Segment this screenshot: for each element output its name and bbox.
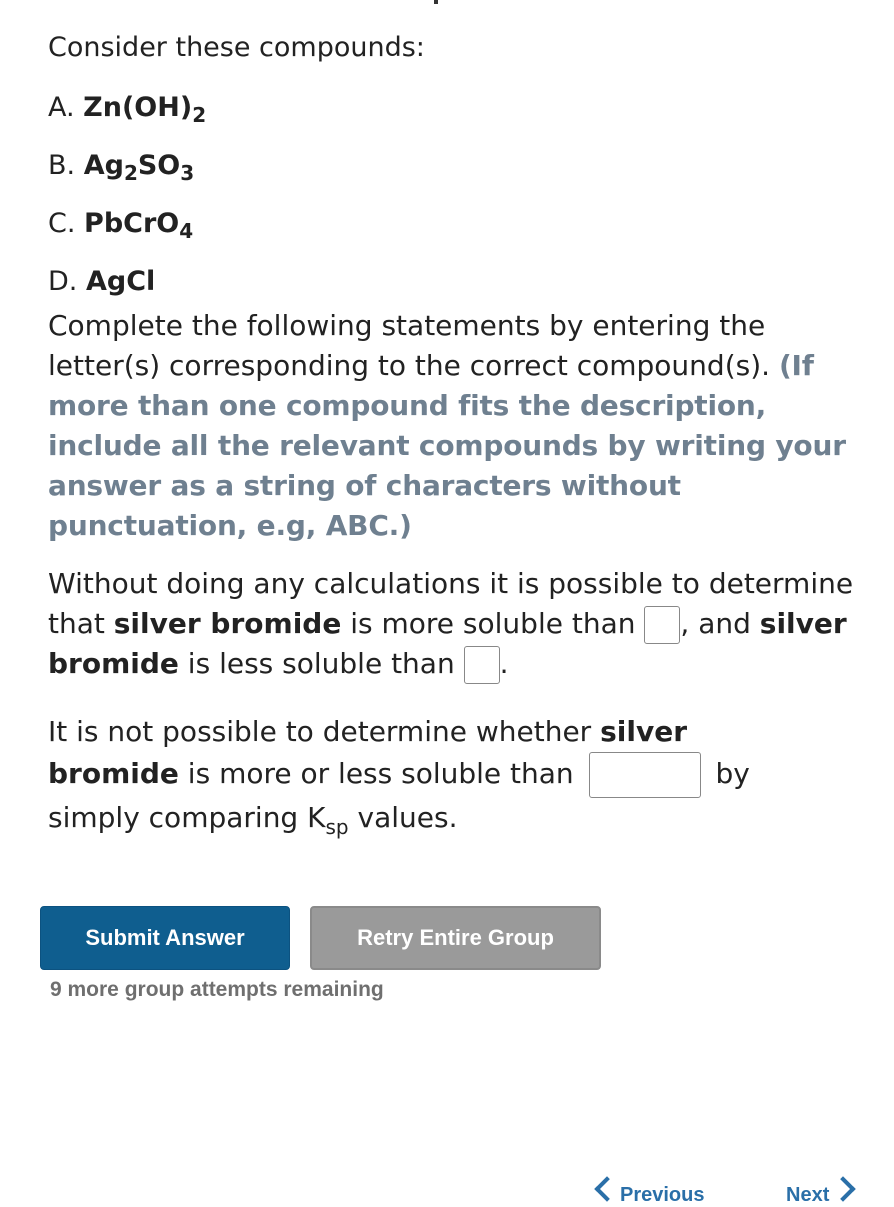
compound-formula: $Zn(OH)_2$ (83, 92, 207, 127)
compound-c (48, 204, 206, 262)
answer-input-undetermined[interactable] (589, 752, 701, 798)
previous-label: Previous (620, 1184, 705, 1206)
retry-entire-group-button[interactable]: Retry Entire Group (310, 906, 601, 970)
instructions (48, 306, 868, 546)
next-link[interactable] (782, 1174, 862, 1206)
compound-list (48, 88, 206, 320)
instructions-hint: (If more than one compound fits the description, include all the relevant compounds by writing your answer as a string of characters without punctuation, e.g, ABC.) (48, 349, 846, 542)
submit-answer-button[interactable]: Submit Answer (40, 906, 290, 970)
answer-input-less-soluble-than[interactable] (464, 646, 500, 684)
compound-letter: C. (48, 208, 76, 239)
compound-letter: A. (48, 92, 75, 123)
chevron-right-icon (830, 1176, 855, 1201)
next-label: Next (786, 1184, 830, 1206)
compound-letter: D. (48, 266, 78, 297)
compound-letter: B. (48, 150, 76, 181)
answer-input-more-soluble-than[interactable] (644, 606, 680, 644)
instructions-text: Complete the following statements by entering the letter(s) corresponding to the correct compound(s). (48, 309, 771, 382)
attempts-remaining: 9 more group attempts remaining (50, 978, 384, 1001)
compound-formula: PbCrO$_4$ (84, 208, 194, 243)
compound-formula: AgCl (85, 266, 156, 297)
top-cursor-mark (434, 0, 438, 4)
statement-1: Without doing any calculations it is possible to determine that silver bromide is more soluble than , and silver bromide is less soluble than . (48, 564, 868, 684)
question-intro: Consider these compounds: (48, 32, 425, 63)
compound-formula: $Ag_2SO_3$ (83, 150, 195, 185)
statement-2: It is not possible to determine whether silver bromide is more or less soluble than by simply comparing $K_{sp}$ values. (48, 715, 750, 839)
ksp-subscript: sp (325, 815, 349, 839)
previous-link[interactable] (598, 1174, 705, 1206)
chevron-left-icon (594, 1176, 619, 1201)
compound-b (48, 146, 206, 204)
compound-a (48, 88, 206, 146)
